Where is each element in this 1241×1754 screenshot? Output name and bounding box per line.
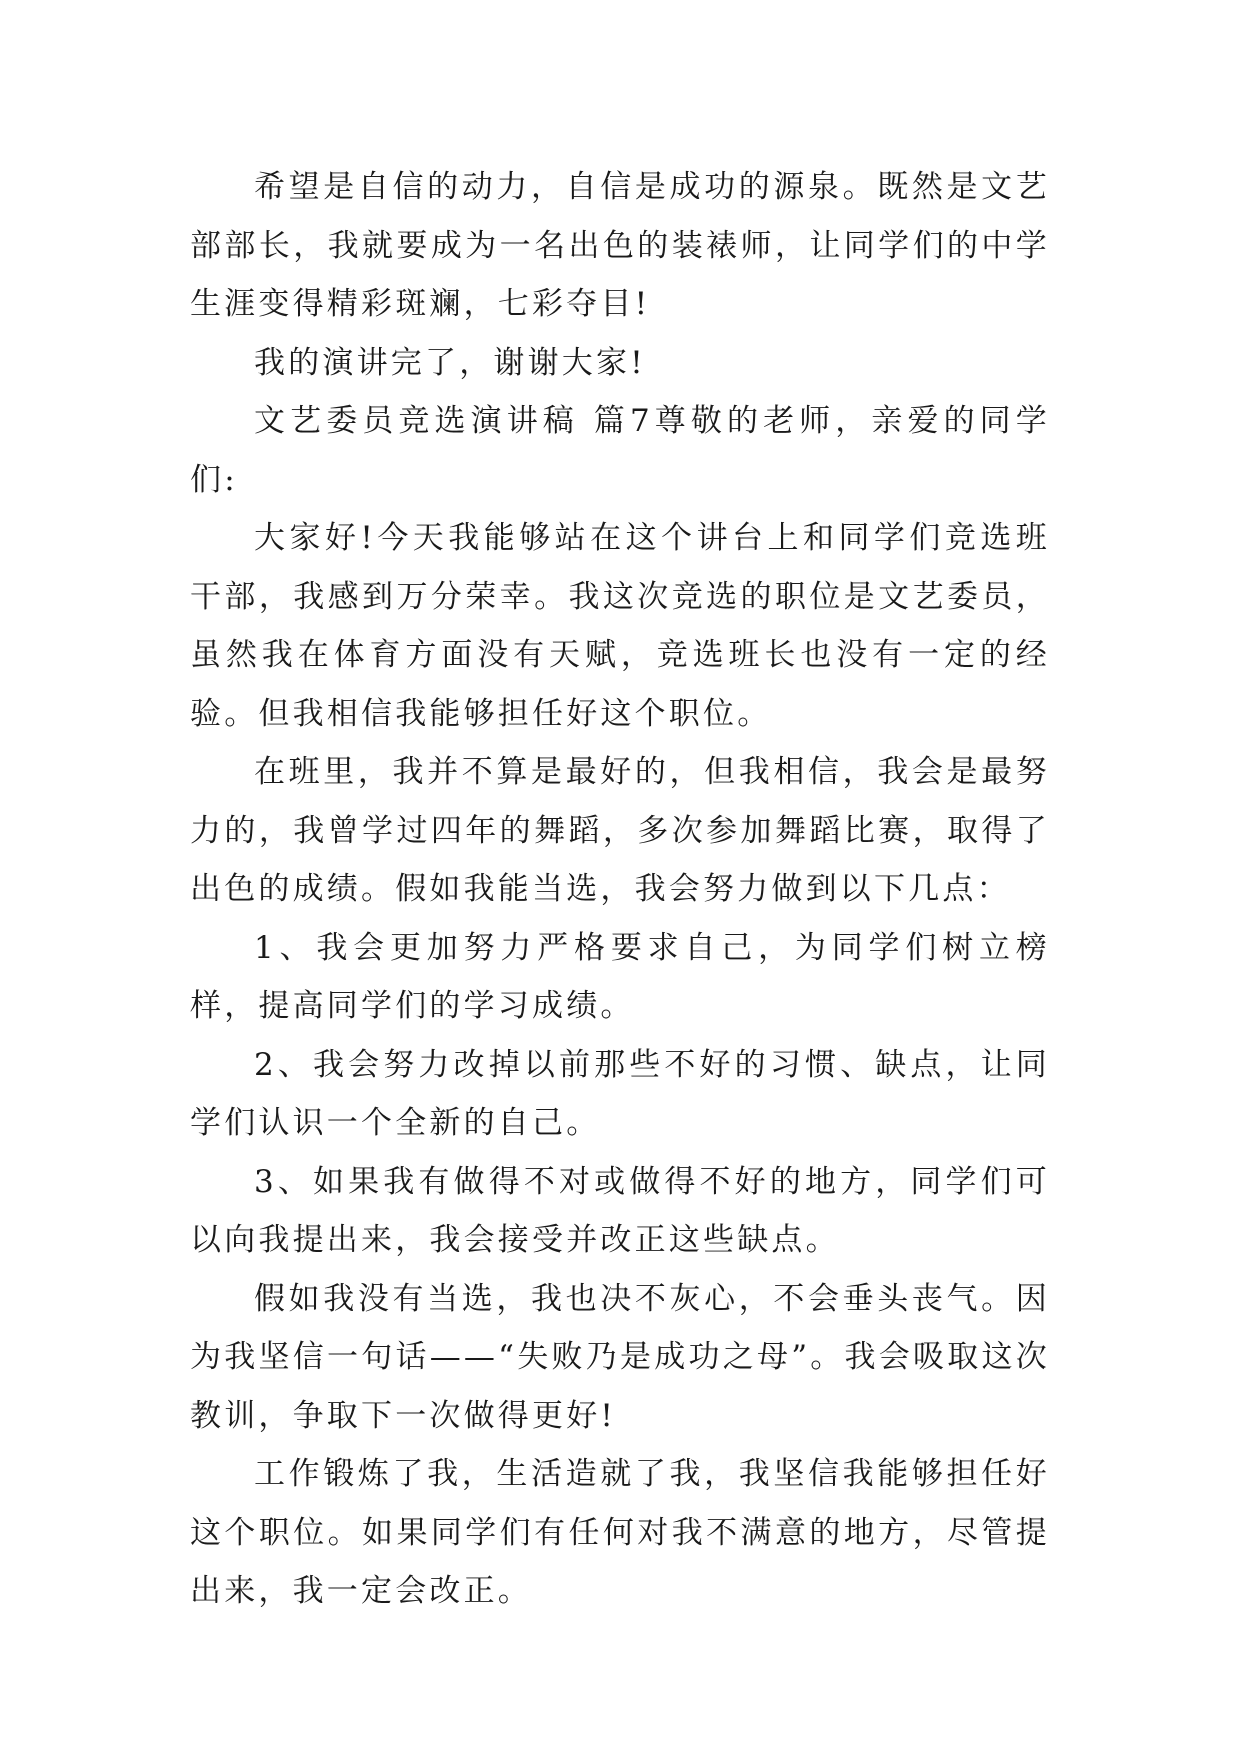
document-body xyxy=(190,158,1050,1621)
section-heading: 文艺委员竞选演讲稿 篇7尊敬的老师，亲爱的同学们: xyxy=(190,403,1050,498)
paragraph: 在班里，我并不算是最好的，但我相信，我会是最努力的，我曾学过四年的舞蹈，多次参加舞蹈比赛，取得了出色的成绩。假如我能当选，我会努力做到以下几点： xyxy=(190,754,1050,907)
paragraph: 希望是自信的动力，自信是成功的源泉。既然是文艺部部长，我就要成为一名出色的装裱师，让同学们的中学生涯变得精彩斑斓，七彩夺目! xyxy=(190,169,1050,322)
paragraph: 我的演讲完了，谢谢大家! xyxy=(254,344,646,381)
paragraph: 大家好!今天我能够站在这个讲台上和同学们竞选班干部，我感到万分荣幸。我这次竞选的职位是文艺委员，虽然我在体育方面没有天赋，竞选班长也没有一定的经验。但我相信我能够担任好这个职位。 xyxy=(190,520,1050,732)
list-item: 1、我会更加努力严格要求自己，为同学们树立榜样，提高同学们的学习成绩。 xyxy=(190,929,1050,1024)
list-item: 2、我会努力改掉以前那些不好的习惯、缺点，让同学们认识一个全新的自己。 xyxy=(190,1046,1050,1141)
list-item: 3、如果我有做得不对或做得不好的地方，同学们可以向我提出来，我会接受并改正这些缺点。 xyxy=(190,1163,1050,1258)
paragraph: 工作锻炼了我，生活造就了我，我坚信我能够担任好这个职位。如果同学们有任何对我不满意的地方，尽管提出来，我一定会改正。 xyxy=(190,1456,1050,1609)
paragraph: 假如我没有当选，我也决不灰心，不会垂头丧气。因为我坚信一句话——“失败乃是成功之母”。我会吸取这次教训，争取下一次做得更好! xyxy=(190,1280,1050,1434)
